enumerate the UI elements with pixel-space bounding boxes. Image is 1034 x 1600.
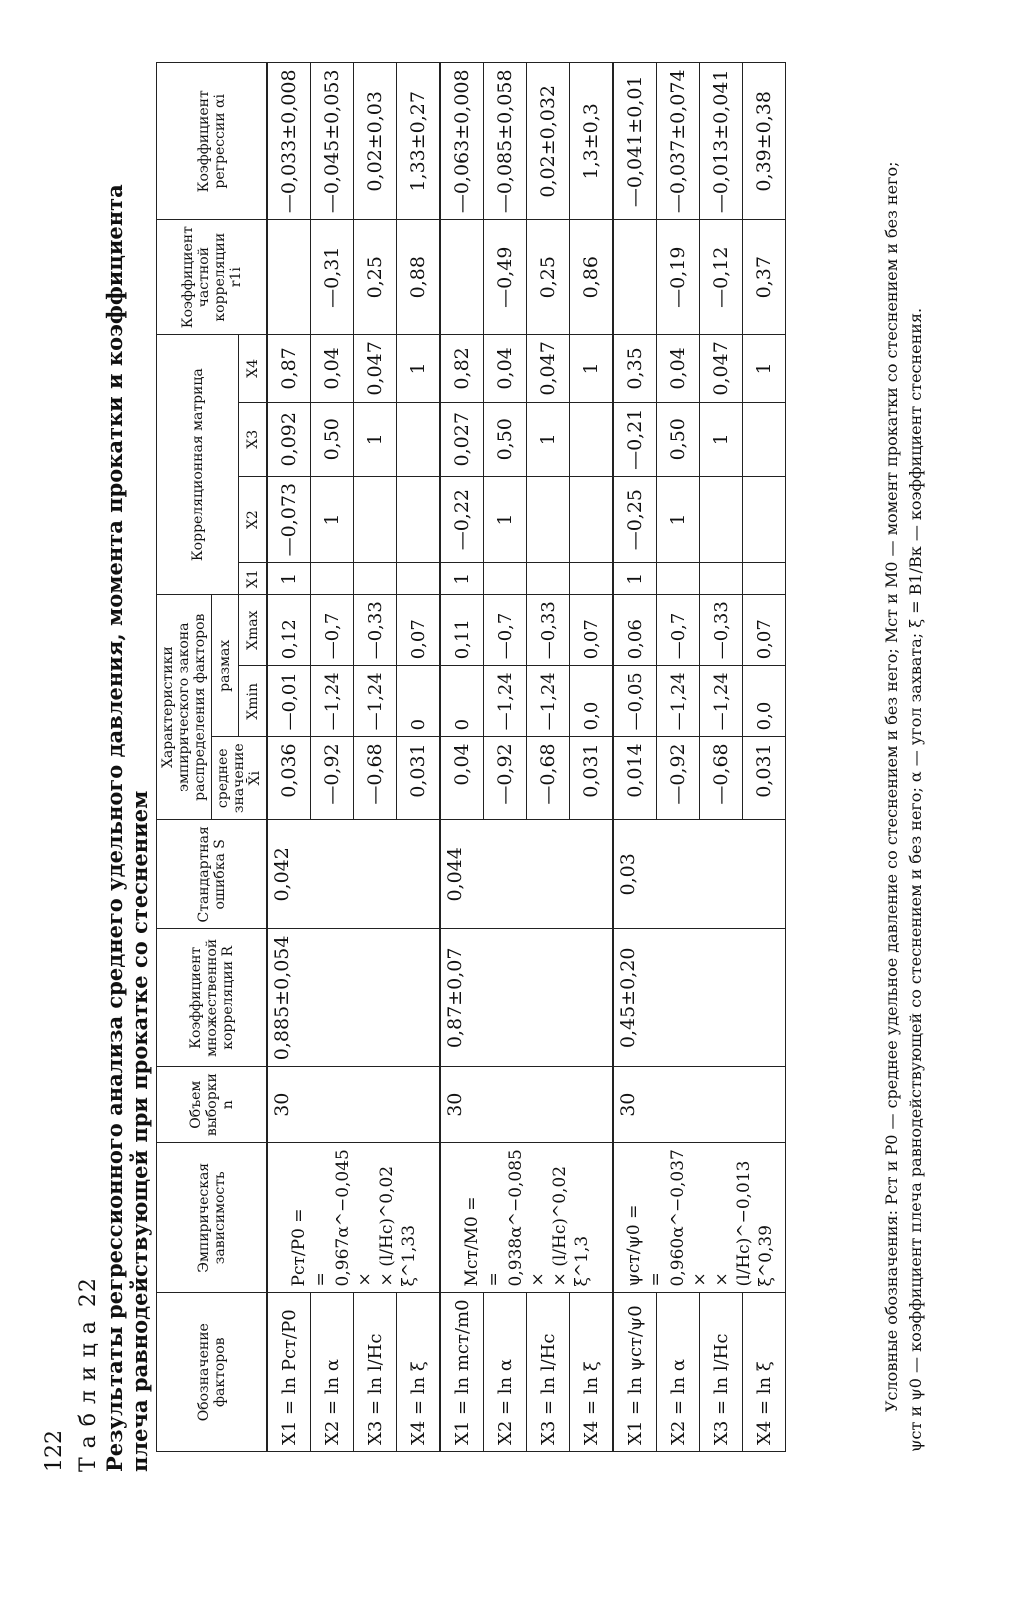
c1-cell: 1 xyxy=(267,563,311,595)
std-error-cell: 0,044 xyxy=(440,820,613,929)
header-dependence: Эмпирическая зависимость xyxy=(157,1143,268,1293)
formula-line: Mст/M0 = xyxy=(461,1196,482,1287)
c2-cell: —0,073 xyxy=(267,476,311,562)
mean-cell: 0,04 xyxy=(440,737,484,820)
table-title: Результаты регрессионного анализа среднего удельного давления, момента прокатки и коэффициента плеча равнодействующей при прокатке со стеснением xyxy=(102,184,152,1472)
c1-cell xyxy=(570,563,614,595)
c1-cell xyxy=(484,563,527,595)
c3-cell xyxy=(743,402,786,476)
header-x3: X3 xyxy=(239,402,267,476)
reg-cell: —0,063±0,008 xyxy=(440,63,484,220)
xmin-cell: —1,24 xyxy=(657,666,700,737)
header-x2: X2 xyxy=(239,476,267,562)
c4-cell: 0,047 xyxy=(354,335,397,402)
c3-cell xyxy=(570,402,614,476)
c1-cell xyxy=(743,563,786,595)
c4-cell: 0,04 xyxy=(311,335,354,402)
xmax-cell: 0,12 xyxy=(267,595,311,666)
xmax-cell: —0,33 xyxy=(354,595,397,666)
c2-cell: —0,22 xyxy=(440,476,484,562)
formula-cell xyxy=(267,1143,440,1293)
c3-cell: 1 xyxy=(527,402,570,476)
table-number: 22 xyxy=(76,1277,101,1308)
xmin-cell: —1,24 xyxy=(311,666,354,737)
formula-line: Pст/P0 = xyxy=(288,1208,309,1287)
c4-cell: 1 xyxy=(743,335,786,402)
c3-cell: 0,027 xyxy=(440,402,484,476)
c3-cell: 0,50 xyxy=(311,402,354,476)
c1-cell: 1 xyxy=(440,563,484,595)
c4-cell: 0,04 xyxy=(657,335,700,402)
reg-cell: —0,045±0,053 xyxy=(311,63,354,220)
header-partial-corr: Коэффициент частной корреляции r1i xyxy=(157,220,268,335)
mean-cell: —0,92 xyxy=(484,737,527,820)
xmin-cell: —0,05 xyxy=(613,666,657,737)
partial-cell: 0,86 xyxy=(570,220,614,335)
reg-cell: 1,3±0,3 xyxy=(570,63,614,220)
c3-cell: 1 xyxy=(700,402,743,476)
header-empirical: Характеристики эмпирического закона распределения факторов xyxy=(157,595,212,820)
std-error-cell: 0,03 xyxy=(613,820,786,929)
xmax-cell: —0,7 xyxy=(657,595,700,666)
mean-cell: 0,036 xyxy=(267,737,311,820)
c2-cell xyxy=(700,476,743,562)
partial-cell xyxy=(613,220,657,335)
c4-cell: 0,047 xyxy=(527,335,570,402)
c1-cell xyxy=(527,563,570,595)
c2-cell xyxy=(743,476,786,562)
factor-cell: X3 = ln l/Hc xyxy=(700,1293,743,1452)
formula-line: = 0,960α^−0,037 × xyxy=(645,1149,710,1287)
xmax-cell: —0,33 xyxy=(527,595,570,666)
xmin-cell: —1,24 xyxy=(354,666,397,737)
partial-cell xyxy=(440,220,484,335)
c4-cell: 0,82 xyxy=(440,335,484,402)
c2-cell xyxy=(527,476,570,562)
formula-line: = 0,938α^−0,085 × xyxy=(483,1149,548,1287)
c3-cell xyxy=(397,402,441,476)
table-label xyxy=(76,1277,101,1472)
partial-cell: —0,19 xyxy=(657,220,700,335)
reg-cell: 0,39±0,38 xyxy=(743,63,786,220)
xmax-cell: 0,11 xyxy=(440,595,484,666)
header-factors: Обозначение факторов xyxy=(157,1293,268,1452)
factor-cell: X4 = ln ξ xyxy=(570,1293,614,1452)
factor-cell: X2 = ln α xyxy=(484,1293,527,1452)
multiple-corr-cell: 0,45±0,20 xyxy=(613,929,786,1067)
formula-cell xyxy=(440,1143,613,1293)
reg-cell: —0,013±0,041 xyxy=(700,63,743,220)
c4-cell: 0,047 xyxy=(700,335,743,402)
xmin-cell: 0,0 xyxy=(743,666,786,737)
xmax-cell: 0,07 xyxy=(743,595,786,666)
factor-cell: X2 = ln α xyxy=(311,1293,354,1452)
legend-notes: Условные обозначения: Pст и P0 — среднее удельное давление со стеснением и без него; Mст и M0 — момент прокатки со стеснением и без него; ψст и ψ0 — коэффициент плеча равнодействующей со стеснением и без него; α — угол захвата; ξ = B1/Bк — коэффициент стеснения. xyxy=(882,161,925,1452)
c2-cell xyxy=(354,476,397,562)
factor-cell: X3 = ln l/Hc xyxy=(354,1293,397,1452)
page-number: 122 xyxy=(42,1430,67,1472)
reg-cell: 0,02±0,03 xyxy=(354,63,397,220)
header-xmin: Xmin xyxy=(239,666,267,737)
formula-cell xyxy=(613,1143,786,1293)
c3-cell: —0,21 xyxy=(613,402,657,476)
reg-cell: 1,33±0,27 xyxy=(397,63,441,220)
table-row xyxy=(440,63,484,1452)
c3-cell: 1 xyxy=(354,402,397,476)
header-x1: X1 xyxy=(239,563,267,595)
xmax-cell: 0,06 xyxy=(613,595,657,666)
mean-cell: —0,92 xyxy=(657,737,700,820)
c2-cell: —0,25 xyxy=(613,476,657,562)
c3-cell: 0,50 xyxy=(484,402,527,476)
c1-cell xyxy=(354,563,397,595)
header-range: размах xyxy=(212,595,239,737)
sample-size-cell: 30 xyxy=(440,1067,613,1143)
c3-cell: 0,50 xyxy=(657,402,700,476)
reg-cell: —0,033±0,008 xyxy=(267,63,311,220)
header-mean: среднее значение X̄i xyxy=(212,737,268,820)
partial-cell: —0,12 xyxy=(700,220,743,335)
xmax-cell: 0,07 xyxy=(397,595,441,666)
formula-line: × (l/Hc)^0,02 ξ^1,33 xyxy=(376,1165,419,1287)
c3-cell: 0,092 xyxy=(267,402,311,476)
partial-cell: 0,25 xyxy=(527,220,570,335)
c4-cell: 0,35 xyxy=(613,335,657,402)
c2-cell xyxy=(570,476,614,562)
xmax-cell: —0,7 xyxy=(311,595,354,666)
header-corr-matrix: Корреляционная матрица xyxy=(157,335,239,595)
factor-cell: X4 = ln ξ xyxy=(397,1293,441,1452)
partial-cell: 0,37 xyxy=(743,220,786,335)
mean-cell: —0,68 xyxy=(527,737,570,820)
xmin-cell: —1,24 xyxy=(527,666,570,737)
xmin-cell: 0 xyxy=(440,666,484,737)
header-x4: X4 xyxy=(239,335,267,402)
formula-line: = 0,967α^−0,045 × xyxy=(310,1149,375,1287)
c1-cell xyxy=(397,563,441,595)
reg-cell: 0,02±0,032 xyxy=(527,63,570,220)
sample-size-cell: 30 xyxy=(613,1067,786,1143)
c1-cell: 1 xyxy=(613,563,657,595)
header-xmax: Xmax xyxy=(239,595,267,666)
header-sample: Объем выборки n xyxy=(157,1067,268,1143)
table-row xyxy=(267,63,311,1452)
c4-cell: 0,04 xyxy=(484,335,527,402)
factor-cell: X1 = ln ψст/ψ0 xyxy=(613,1293,657,1452)
header-multiple-corr: Коэффициент множественной корреляции R xyxy=(157,929,268,1067)
xmin-cell: —1,24 xyxy=(700,666,743,737)
header-regression: Коэффициент регрессии αi xyxy=(157,63,268,220)
header-row-1 xyxy=(157,63,212,1452)
mean-cell: 0,014 xyxy=(613,737,657,820)
table-row xyxy=(613,63,657,1452)
reg-cell: —0,085±0,058 xyxy=(484,63,527,220)
formula-line: × (l/Hc)^−0,013 ξ^0,39 xyxy=(711,1160,776,1287)
formula-line: × (l/Hc)^0,02 ξ^1,3 xyxy=(549,1165,592,1287)
c4-cell: 1 xyxy=(397,335,441,402)
factor-cell: X1 = ln mст/m0 xyxy=(440,1293,484,1452)
factor-cell: X3 = ln l/Hc xyxy=(527,1293,570,1452)
c1-cell xyxy=(311,563,354,595)
mean-cell: 0,031 xyxy=(743,737,786,820)
header-std-error: Стандартная ошибка S xyxy=(157,820,268,929)
table-body xyxy=(267,63,786,1452)
reg-cell: —0,041±0,01 xyxy=(613,63,657,220)
multiple-corr-cell: 0,87±0,07 xyxy=(440,929,613,1067)
xmax-cell: 0,07 xyxy=(570,595,614,666)
multiple-corr-cell: 0,885±0,054 xyxy=(267,929,440,1067)
sample-size-cell: 30 xyxy=(267,1067,440,1143)
mean-cell: —0,68 xyxy=(700,737,743,820)
c2-cell: 1 xyxy=(484,476,527,562)
c2-cell: 1 xyxy=(657,476,700,562)
factor-cell: X2 = ln α xyxy=(657,1293,700,1452)
partial-cell xyxy=(267,220,311,335)
xmax-cell: —0,7 xyxy=(484,595,527,666)
partial-cell: 0,25 xyxy=(354,220,397,335)
c1-cell xyxy=(657,563,700,595)
reg-cell: —0,037±0,074 xyxy=(657,63,700,220)
xmin-cell: —1,24 xyxy=(484,666,527,737)
mean-cell: 0,031 xyxy=(397,737,441,820)
c4-cell: 1 xyxy=(570,335,614,402)
xmin-cell: —0,01 xyxy=(267,666,311,737)
xmax-cell: —0,33 xyxy=(700,595,743,666)
regression-table xyxy=(156,62,786,1452)
c4-cell: 0,87 xyxy=(267,335,311,402)
xmin-cell: 0,0 xyxy=(570,666,614,737)
partial-cell: —0,49 xyxy=(484,220,527,335)
partial-cell: 0,88 xyxy=(397,220,441,335)
c2-cell xyxy=(397,476,441,562)
mean-cell: —0,68 xyxy=(354,737,397,820)
factor-cell: X4 = ln ξ xyxy=(743,1293,786,1452)
table-label-word: Т а б л и ц а xyxy=(76,1320,101,1472)
mean-cell: —0,92 xyxy=(311,737,354,820)
mean-cell: 0,031 xyxy=(570,737,614,820)
c1-cell xyxy=(700,563,743,595)
std-error-cell: 0,042 xyxy=(267,820,440,929)
partial-cell: —0,31 xyxy=(311,220,354,335)
formula-line: ψст/ψ0 = xyxy=(623,1204,644,1287)
c2-cell: 1 xyxy=(311,476,354,562)
xmin-cell: 0 xyxy=(397,666,441,737)
factor-cell: X1 = ln Pст/P0 xyxy=(267,1293,311,1452)
